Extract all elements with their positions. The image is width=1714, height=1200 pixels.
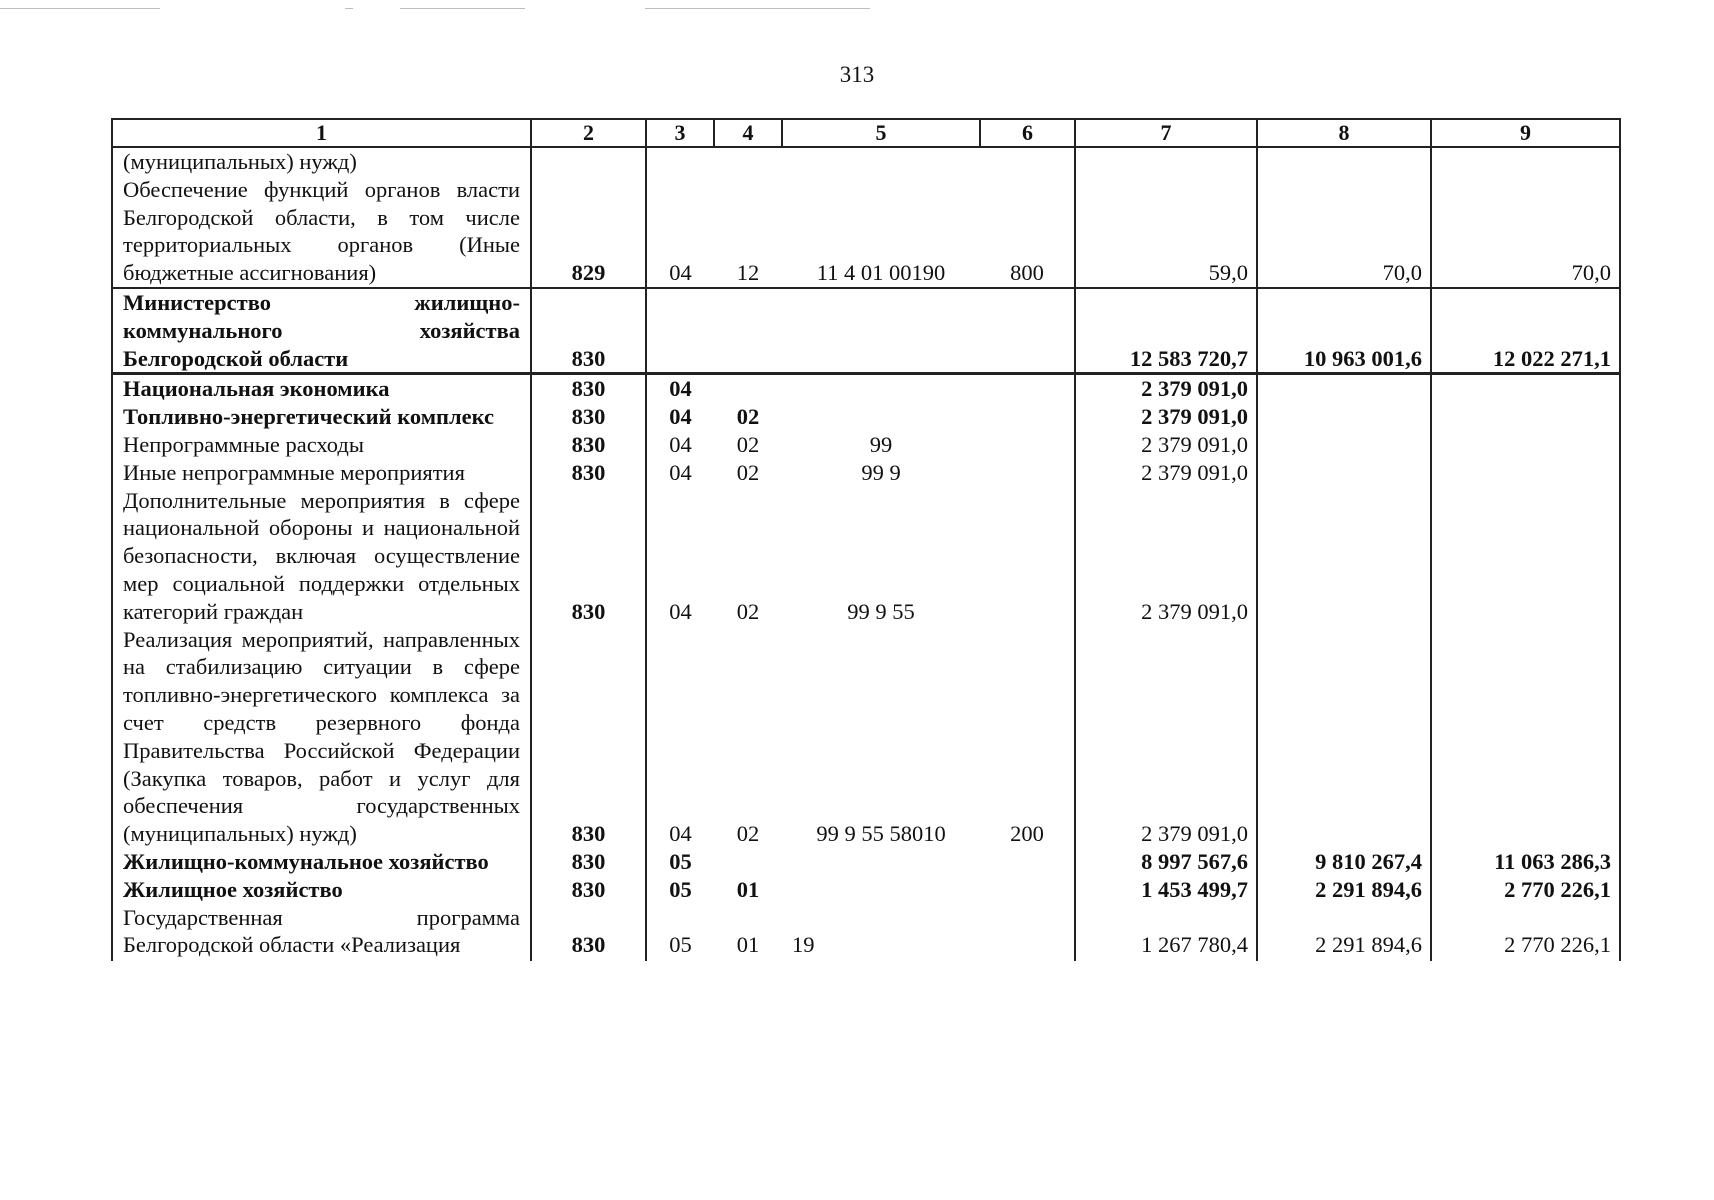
cell-col-3: 04 <box>646 374 714 403</box>
cell-col-5: 11 4 01 00190 <box>816 260 946 286</box>
cell-col-2: 830 <box>531 374 646 403</box>
cell-col-9: 12 022 271,1 <box>1431 288 1620 374</box>
cell-col-4: 02 <box>736 821 760 847</box>
cell-col-6 <box>980 904 1075 962</box>
table-row <box>112 459 1620 487</box>
cell-col-7: 2 379 091,0 <box>1075 403 1257 431</box>
cell-col-7: 12 583 720,7 <box>1075 288 1257 374</box>
row-description: Топливно-энергетический комплекс <box>112 403 531 431</box>
cell-col-9: 2 770 226,1 <box>1431 876 1620 904</box>
cell-col-5: 99 <box>869 431 893 457</box>
col-header-1: 1 <box>112 119 531 147</box>
cell-col-6 <box>980 374 1075 403</box>
table-row <box>112 147 1620 288</box>
table-row <box>112 904 1620 962</box>
cell-col-2: 830 <box>531 288 646 374</box>
row-description: Реализация мероприятий, направленных на стабилизацию ситуации в сфере топливно-энергетического комплекса за счет средств резервного фонда Правительства Российской Федерации (Закупка товаров, работ и услуг для обеспечения государственных (муниципальных) нужд) <box>112 626 531 848</box>
cell-col-7: 2 379 091,0 <box>1075 626 1257 848</box>
cell-col-9 <box>1431 431 1620 459</box>
cell-col-7: 2 379 091,0 <box>1075 374 1257 403</box>
cell-col-8 <box>1257 459 1431 487</box>
cell-col-5 <box>782 848 980 876</box>
cell-col-5 <box>782 403 980 431</box>
cell-col-7: 8 997 567,6 <box>1075 848 1257 876</box>
cell-col-2: 830 <box>531 487 646 626</box>
cell-col-7: 59,0 <box>1075 147 1257 288</box>
cell-col-8 <box>1257 403 1431 431</box>
row-description: Министерство жилищно-коммунального хозяйства Белгородской области <box>112 288 531 374</box>
cell-col-5: 19 <box>792 932 815 958</box>
col-header-7: 7 <box>1075 119 1257 147</box>
cell-col-5 <box>782 374 980 403</box>
cell-col-9 <box>1431 374 1620 403</box>
cell-col-3: 04 <box>669 821 692 847</box>
cell-col-4 <box>714 288 782 374</box>
cell-col-6 <box>980 487 1075 626</box>
cell-col-9 <box>1431 626 1620 848</box>
cell-col-2: 830 <box>531 431 646 459</box>
cell-col-5 <box>782 876 980 904</box>
cell-col-8: 9 810 267,4 <box>1257 848 1431 876</box>
col-header-4: 4 <box>714 119 782 147</box>
cell-col-8 <box>1257 487 1431 626</box>
cell-col-6 <box>980 459 1075 487</box>
cell-col-3: 04 <box>669 459 692 485</box>
cell-col-4: 02 <box>736 431 760 457</box>
cell-col-4: 02 <box>736 598 760 624</box>
row-description: Непрограммные расходы <box>112 431 531 459</box>
table-row <box>112 848 1620 876</box>
cell-col-7: 2 379 091,0 <box>1075 459 1257 487</box>
cell-col-2: 830 <box>531 626 646 848</box>
cell-col-2: 830 <box>531 403 646 431</box>
cell-col-4: 02 <box>736 404 760 430</box>
cell-col-4: 02 <box>736 459 760 485</box>
budget-table <box>111 118 1621 961</box>
cell-col-6 <box>980 848 1075 876</box>
col-header-9: 9 <box>1431 119 1620 147</box>
row-description: (муниципальных) нужд) Обеспечение функций органов власти Белгородской области, в том числе территориальных органов (Иные бюджетные ассигнования) <box>112 147 531 288</box>
cell-col-3: 04 <box>669 260 692 286</box>
cell-col-2: 829 <box>531 147 646 288</box>
cell-col-2: 830 <box>531 876 646 904</box>
cell-col-5: 99 9 55 <box>847 598 915 624</box>
cell-col-9: 2 770 226,1 <box>1431 904 1620 962</box>
col-header-3: 3 <box>646 119 714 147</box>
table-row <box>112 374 1620 403</box>
cell-col-2: 830 <box>531 459 646 487</box>
cell-col-8 <box>1257 431 1431 459</box>
cell-col-4: 12 <box>736 260 760 286</box>
cell-col-8: 70,0 <box>1257 147 1431 288</box>
cell-col-3: 05 <box>669 848 692 874</box>
cell-col-3: 05 <box>669 876 692 902</box>
table-body <box>112 147 1620 961</box>
row-description: Жилищно-коммунальное хозяйство <box>112 848 531 876</box>
cell-col-4: 01 <box>736 932 760 958</box>
header-row <box>112 119 1620 147</box>
table-row <box>112 403 1620 431</box>
cell-col-6: 800 <box>1010 260 1044 286</box>
cell-col-9: 70,0 <box>1431 147 1620 288</box>
cell-col-5 <box>782 288 980 374</box>
col-header-6: 6 <box>980 119 1075 147</box>
cell-col-9 <box>1431 459 1620 487</box>
table-row <box>112 626 1620 848</box>
col-header-2: 2 <box>531 119 646 147</box>
cell-col-6 <box>980 403 1075 431</box>
table-row <box>112 876 1620 904</box>
cell-col-8: 10 963 001,6 <box>1257 288 1431 374</box>
cell-col-9 <box>1431 487 1620 626</box>
cell-col-9 <box>1431 403 1620 431</box>
row-description: Национальная экономика <box>112 374 531 403</box>
cell-col-7: 1 267 780,4 <box>1075 904 1257 962</box>
cell-col-7: 2 379 091,0 <box>1075 431 1257 459</box>
cell-col-3 <box>646 288 714 374</box>
cell-col-3: 04 <box>669 404 692 430</box>
cell-col-4: 01 <box>736 876 760 902</box>
col-header-5: 5 <box>782 119 980 147</box>
cell-col-6: 200 <box>1010 821 1044 847</box>
row-description: Жилищное хозяйство <box>112 876 531 904</box>
cell-col-5: 99 9 <box>861 459 901 485</box>
row-description: Иные непрограммные мероприятия <box>112 459 531 487</box>
cell-col-3: 05 <box>669 932 692 958</box>
cell-col-3: 04 <box>669 598 692 624</box>
cell-col-2: 830 <box>531 848 646 876</box>
cell-col-3: 04 <box>669 431 692 457</box>
cell-col-8: 2 291 894,6 <box>1257 904 1431 962</box>
cell-col-2: 830 <box>531 904 646 962</box>
cell-col-8: 2 291 894,6 <box>1257 876 1431 904</box>
cell-col-6 <box>980 431 1075 459</box>
table-row <box>112 288 1620 374</box>
col-header-8: 8 <box>1257 119 1431 147</box>
cell-col-5: 99 9 55 58010 <box>816 821 946 847</box>
row-description: Государственная программа Белгородской области «Реализация <box>112 904 531 962</box>
cell-col-8 <box>1257 626 1431 848</box>
cell-col-7: 2 379 091,0 <box>1075 487 1257 626</box>
cell-col-6 <box>980 288 1075 374</box>
cell-col-4 <box>714 374 782 403</box>
cell-col-6 <box>980 876 1075 904</box>
cell-col-4 <box>714 848 782 876</box>
table-row <box>112 487 1620 626</box>
cell-col-8 <box>1257 374 1431 403</box>
page-number: 313 <box>839 62 875 87</box>
cell-col-9: 11 063 286,3 <box>1431 848 1620 876</box>
cell-col-7: 1 453 499,7 <box>1075 876 1257 904</box>
table-row <box>112 431 1620 459</box>
row-description: Дополнительные мероприятия в сфере национальной обороны и национальной безопасности, включая осуществление мер социальной поддержки отдельных категорий граждан <box>112 487 531 626</box>
scan-artifact-lines <box>0 8 900 12</box>
